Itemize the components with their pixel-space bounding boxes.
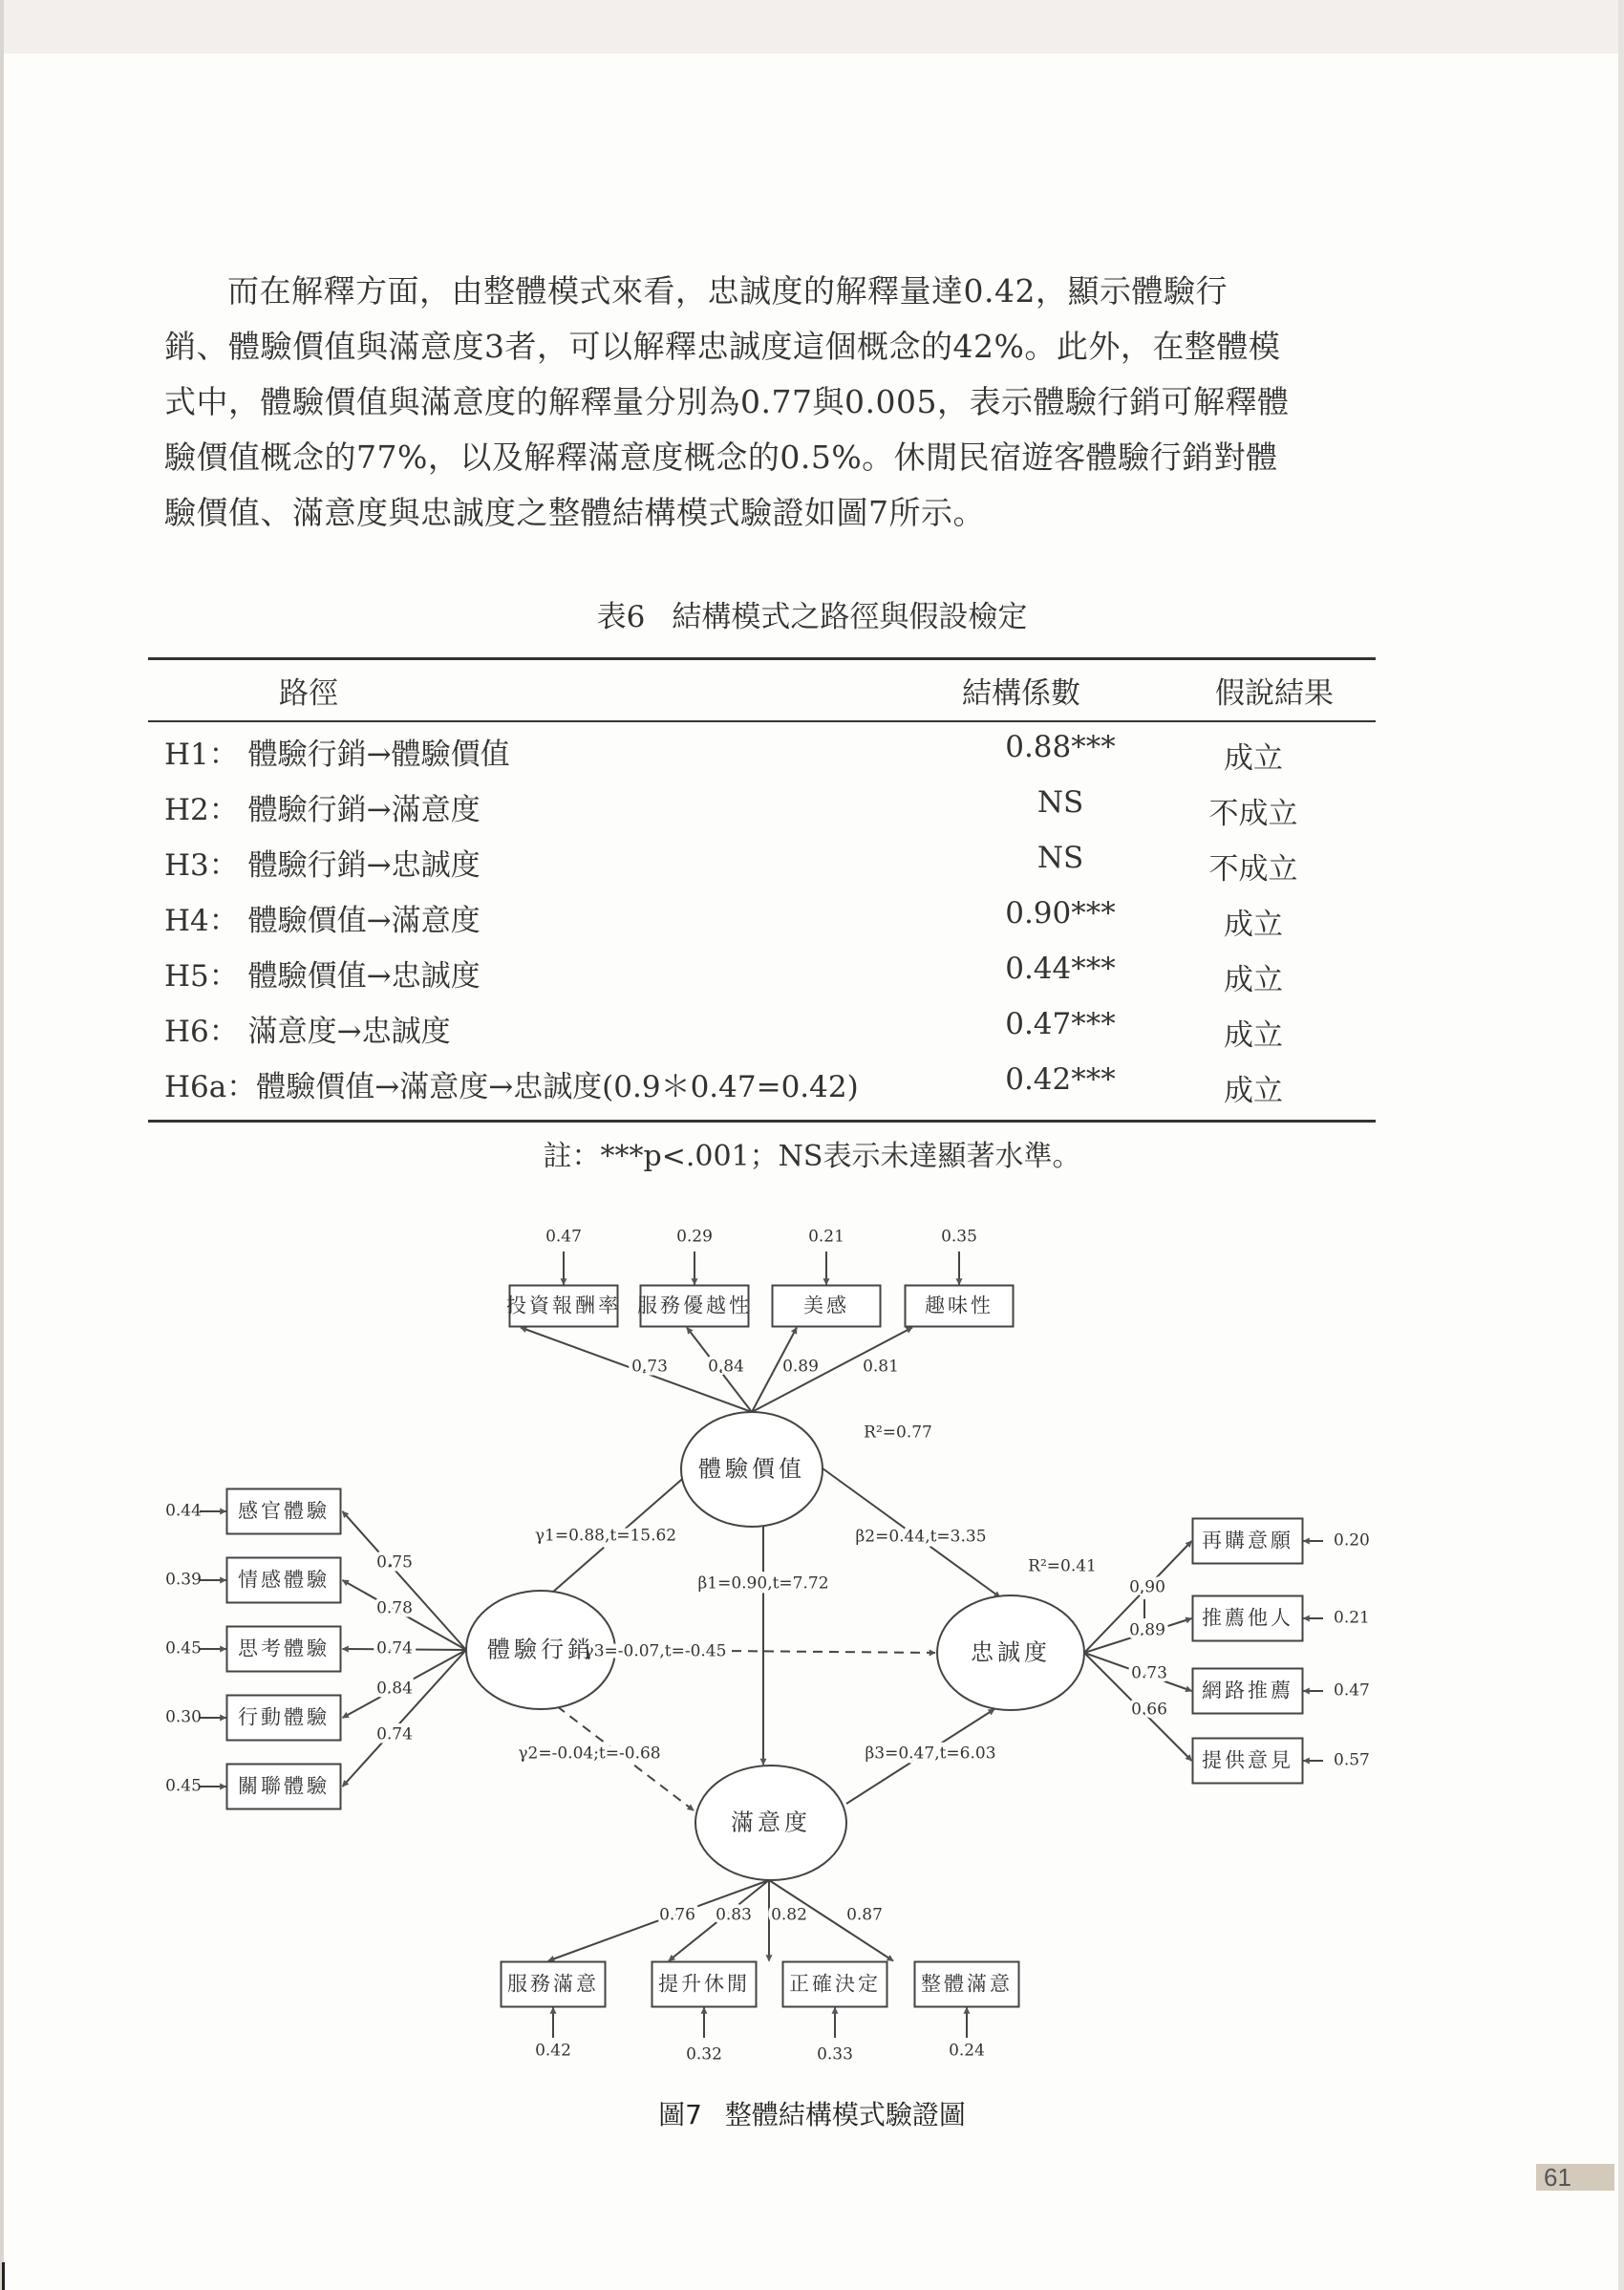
- loading-arrow: [343, 1650, 467, 1787]
- loading-value: 0.74: [376, 1724, 413, 1744]
- indicator-box-label: 再購意願: [1202, 1529, 1293, 1552]
- page-number: 61: [1536, 2164, 1614, 2191]
- indicator-box-label: 服務滿意: [507, 1972, 599, 1996]
- header-coefficient: 結構係數: [962, 676, 1080, 711]
- row-result: 成立: [1224, 963, 1283, 997]
- paragraph-line: 驗價值概念的77%，以及解釋滿意度概念的0.5%。休閒民宿遊客體驗行銷對體: [164, 439, 1278, 476]
- figure-caption: [0, 2094, 1624, 2132]
- error-value: 0.20: [1334, 1530, 1370, 1551]
- figure-number: 圖7: [658, 2099, 702, 2130]
- row-path: H3： 體驗行銷→忠誠度: [164, 848, 481, 883]
- row-coefficient: 0.88***: [1005, 730, 1116, 764]
- loading-value: 0.84: [708, 1357, 744, 1377]
- row-coefficient: NS: [1036, 785, 1084, 820]
- row-coefficient: NS: [1036, 841, 1084, 875]
- header-result: 假說結果: [1215, 676, 1334, 711]
- row-path: H1： 體驗行銷→體驗價值: [164, 738, 510, 772]
- error-value: 0.29: [676, 1227, 713, 1247]
- indicator-box-label: 思考體驗: [238, 1637, 330, 1660]
- indicator-box-label: 感官體驗: [238, 1499, 330, 1523]
- loading-value: 0.82: [771, 1905, 807, 1925]
- indicator-box-label: 正確決定: [789, 1972, 881, 1996]
- loading-value: 0.75: [376, 1552, 413, 1573]
- loading-value: 0.89: [1129, 1620, 1165, 1640]
- paragraph-line: 而在解釋方面，由整體模式來看，忠誠度的解釋量達0.42，顯示體驗行: [227, 272, 1228, 310]
- latent-satisfaction-label: 滿意度: [731, 1808, 811, 1836]
- indicator-box-label: 行動體驗: [238, 1705, 330, 1729]
- loading-value: 0.87: [846, 1905, 883, 1925]
- error-value: 0.39: [165, 1570, 202, 1590]
- error-value: 0.30: [165, 1707, 202, 1727]
- gamma1-label: γ1=0.88,t=15.62: [534, 1526, 677, 1546]
- loading-value: 0.74: [376, 1638, 413, 1659]
- error-value: 0.33: [817, 2044, 853, 2065]
- row-path: H4： 體驗價值→滿意度: [164, 904, 481, 938]
- error-value: 0.35: [941, 1227, 977, 1247]
- loading-value: 0.84: [376, 1679, 413, 1699]
- loading-value: 0.76: [659, 1905, 695, 1925]
- row-path: H6a：體驗價值→滿意度→忠誠度(0.9＊0.47=0.42): [164, 1070, 859, 1104]
- indicator-box-label: 推薦他人: [1202, 1606, 1293, 1630]
- loading-value: 0.66: [1131, 1700, 1167, 1720]
- row-result: 成立: [1224, 741, 1283, 776]
- row-result: 不成立: [1208, 797, 1298, 831]
- beta3-label: β3=0.47,t=6.03: [865, 1744, 996, 1764]
- error-value: 0.21: [808, 1227, 844, 1247]
- figure-title: 整體結構模式驗證圖: [724, 2099, 966, 2130]
- indicator-box-label: 提升休閒: [658, 1972, 750, 1996]
- row-result: 不成立: [1208, 852, 1298, 887]
- paragraph-line: 銷、體驗價值與滿意度3者，可以解釋忠誠度這個概念的42%。此外，在整體模: [164, 328, 1281, 365]
- loading-arrow: [343, 1511, 467, 1650]
- indicator-box-label: 關聯體驗: [238, 1774, 330, 1798]
- loading-value: 0.90: [1129, 1577, 1165, 1597]
- row-coefficient: 0.90***: [1005, 896, 1116, 931]
- row-path: H5： 體驗價值→忠誠度: [164, 959, 481, 994]
- error-value: 0.45: [165, 1638, 202, 1659]
- row-path: H2： 體驗行銷→滿意度: [164, 793, 481, 827]
- indicator-box-label: 服務優越性: [637, 1294, 752, 1317]
- table-title: 結構模式之路徑與假設檢定: [672, 600, 1028, 634]
- paragraph-line: 驗價值、滿意度與忠誠度之整體結構模式驗證如圖7所示。: [164, 494, 985, 531]
- loading-value: 0.89: [782, 1357, 819, 1377]
- paragraph-line: 式中，體驗價值與滿意度的解釋量分別為0.77與0.005，表示體驗行銷可解釋體: [164, 383, 1290, 420]
- row-result: 成立: [1224, 908, 1283, 942]
- row-coefficient: 0.47***: [1005, 1007, 1116, 1041]
- table-note: 註：***p<.001；NS表示未達顯著水準。: [543, 1140, 1081, 1173]
- gamma2-label: γ2=-0.04;t=-0.68: [518, 1744, 661, 1764]
- latent-experiential-marketing-label: 體驗行銷: [487, 1636, 594, 1663]
- row-coefficient: 0.44***: [1005, 952, 1116, 986]
- indicator-box-label: 情感體驗: [238, 1568, 330, 1592]
- indicator-box-label: 網路推薦: [1202, 1679, 1293, 1702]
- loading-value: 0.73: [631, 1357, 668, 1377]
- error-value: 0.47: [1334, 1680, 1370, 1701]
- error-value: 0.42: [535, 2041, 571, 2061]
- error-value: 0.21: [1334, 1608, 1370, 1628]
- row-path: H6： 滿意度→忠誠度: [164, 1015, 451, 1049]
- loading-value: 0.81: [863, 1357, 899, 1377]
- r-squared-value: R²=0.77: [864, 1423, 932, 1443]
- loading-value: 0.83: [716, 1905, 752, 1925]
- beta1-label: β1=0.90,t=7.72: [697, 1573, 829, 1594]
- table-number: 表6: [596, 600, 646, 634]
- indicator-box-label: 整體滿意: [921, 1972, 1013, 1996]
- latent-experiential-value-label: 體驗價值: [698, 1455, 805, 1483]
- error-value: 0.24: [949, 2041, 985, 2061]
- error-value: 0.45: [165, 1776, 202, 1796]
- indicator-box-label: 投資報酬率: [506, 1294, 621, 1317]
- header-path: 路徑: [279, 676, 338, 711]
- error-value: 0.47: [545, 1227, 582, 1247]
- r-squared-loyalty: R²=0.41: [1028, 1556, 1097, 1576]
- error-value: 0.57: [1334, 1750, 1370, 1770]
- loading-value: 0.73: [1131, 1663, 1167, 1683]
- beta2-label: β2=0.44,t=3.35: [855, 1527, 987, 1547]
- error-value: 0.32: [686, 2044, 722, 2065]
- loading-value: 0.78: [376, 1598, 413, 1618]
- row-result: 成立: [1224, 1018, 1283, 1053]
- row-result: 成立: [1224, 1074, 1283, 1108]
- row-coefficient: 0.42***: [1005, 1062, 1116, 1097]
- indicator-box-label: 美感: [803, 1294, 849, 1317]
- latent-loyalty-label: 忠誠度: [971, 1638, 1051, 1666]
- indicator-box-label: 提供意見: [1202, 1748, 1293, 1772]
- error-value: 0.44: [165, 1501, 202, 1521]
- gamma3-label: γ3=-0.07,t=-0.45: [584, 1641, 727, 1661]
- indicator-box-label: 趣味性: [925, 1294, 994, 1317]
